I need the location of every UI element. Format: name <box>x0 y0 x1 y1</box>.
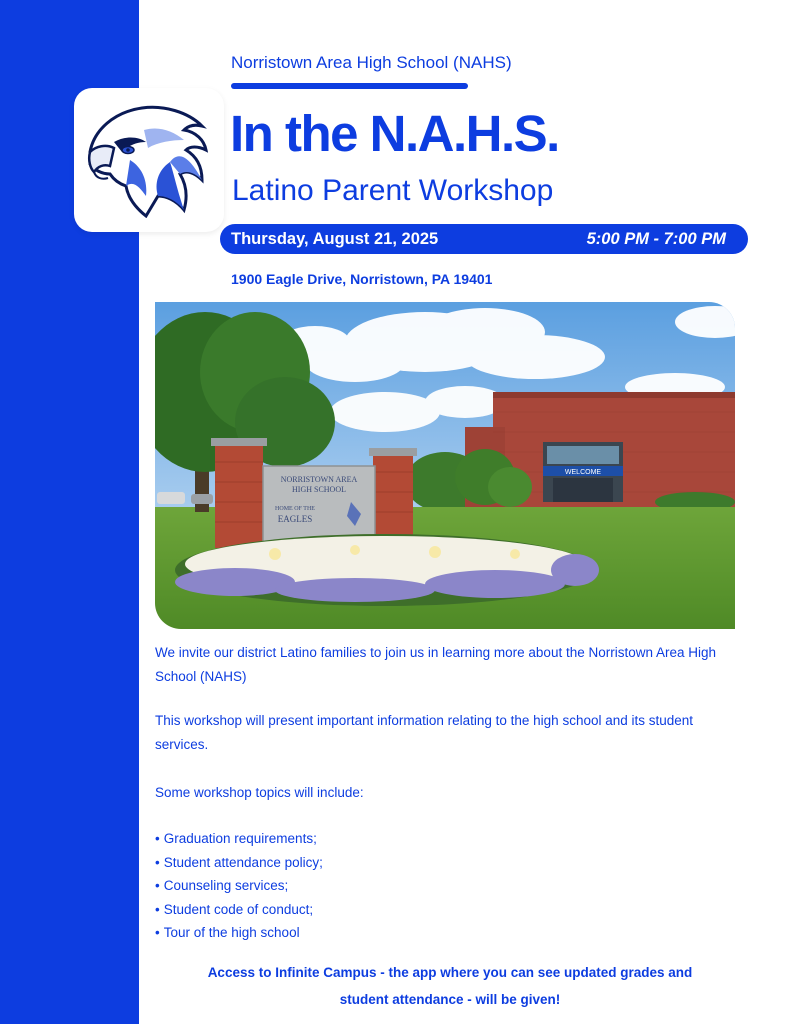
list-item: • Student code of conduct; <box>155 898 323 922</box>
list-item: • Tour of the high school <box>155 921 323 945</box>
list-item: • Student attendance policy; <box>155 851 323 875</box>
topics-list <box>155 827 323 945</box>
closing-note <box>150 959 750 1013</box>
date-time-banner <box>220 224 748 254</box>
event-date: Thursday, August 21, 2025 <box>231 230 439 248</box>
closing-line-1: Access to Infinite Campus - the app where you can see updated grades and <box>207 965 693 980</box>
sign-line-3: HOME OF THE <box>275 506 315 512</box>
school-photo <box>155 302 735 629</box>
school-name: Norristown Area High School (NAHS) <box>231 53 512 72</box>
page-title: In the N.A.H.S. <box>230 105 559 162</box>
closing-line-2: student attendance - will be given! <box>339 992 561 1007</box>
sign-line-1: NORRISTOWN AREA <box>280 475 358 484</box>
description-paragraph: This workshop will present important information relating to the high school and its student services. <box>155 713 694 752</box>
sign-line-2: HIGH SCHOOL <box>292 485 346 494</box>
topics-intro: Some workshop topics will include: <box>155 785 364 800</box>
eagle-head-icon <box>84 100 212 218</box>
list-item: • Graduation requirements; <box>155 827 323 851</box>
school-photo-illustration <box>155 302 735 629</box>
building-welcome-sign: WELCOME <box>564 469 602 476</box>
page-subtitle: Latino Parent Workshop <box>232 174 554 207</box>
logo-card <box>74 88 224 232</box>
sign-line-4: EAGLES <box>277 514 313 524</box>
event-time: 5:00 PM - 7:00 PM <box>586 230 726 248</box>
intro-paragraph: We invite our district Latino families to join us in learning more about the Norristown Area High School (NAHS) <box>155 645 717 684</box>
event-address: 1900 Eagle Drive, Norristown, PA 19401 <box>231 271 493 287</box>
school-name-underline <box>231 83 468 89</box>
list-item: • Counseling services; <box>155 874 323 898</box>
